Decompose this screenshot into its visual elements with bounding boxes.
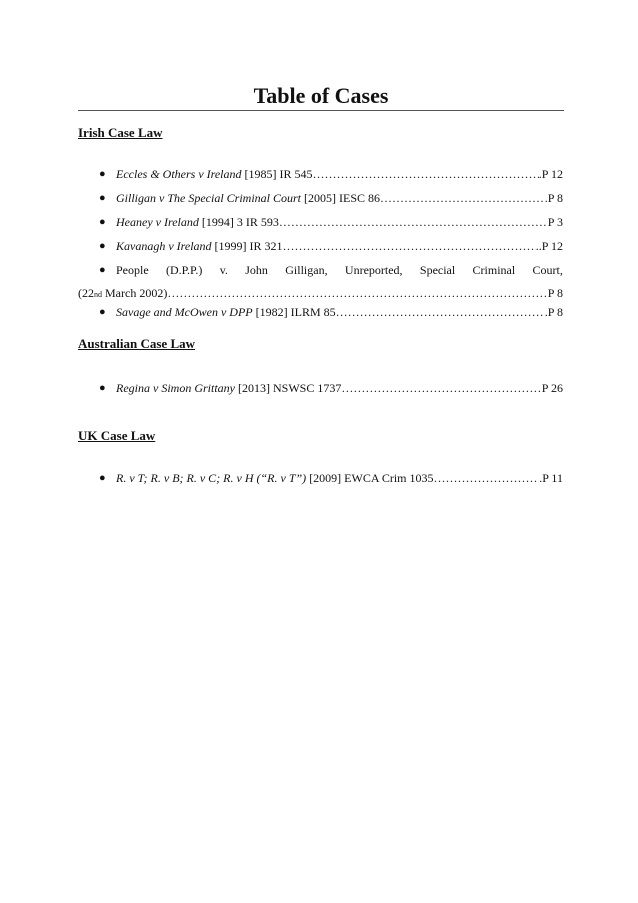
case-name: Heaney v Ireland bbox=[116, 215, 199, 229]
case-citation: [2005] IESC 86 bbox=[301, 191, 380, 205]
case-citation: [1982] ILRM 85 bbox=[252, 305, 336, 319]
bullet-icon: ● bbox=[99, 240, 106, 252]
page-reference: .P 12 bbox=[538, 167, 563, 181]
page-reference: P 26 bbox=[541, 381, 563, 395]
case-citation: [1999] IR 321 bbox=[211, 239, 283, 253]
page-reference: P 3 bbox=[547, 215, 563, 229]
dot-leader bbox=[341, 380, 541, 396]
case-name-justified bbox=[116, 262, 563, 278]
bullet-icon: ● bbox=[99, 382, 106, 394]
section-heading-uk: UK Case Law bbox=[78, 428, 156, 443]
case-word: Criminal bbox=[472, 263, 516, 277]
case-word: Gilligan, bbox=[285, 263, 328, 277]
page-reference: .P 8 bbox=[544, 191, 563, 205]
case-word: John bbox=[245, 263, 268, 277]
section-heading-australian: Australian Case Law bbox=[78, 336, 196, 351]
page-reference: ..P 12 bbox=[535, 239, 563, 253]
case-word: Special bbox=[419, 263, 456, 277]
case-word: (D.P.P.) bbox=[166, 263, 203, 277]
case-citation: [2009] EWCA Crim 1035 bbox=[306, 471, 434, 485]
case-name: Gilligan v The Special Criminal Court bbox=[116, 191, 301, 205]
date-rest: March 2002) bbox=[102, 286, 168, 300]
page-title: Table of Cases bbox=[253, 83, 389, 108]
case-citation: [2013] NSWSC 1737 bbox=[234, 381, 342, 395]
date-prefix: (22 bbox=[78, 286, 94, 300]
bullet-icon: ● bbox=[99, 306, 106, 318]
title-underline bbox=[78, 110, 564, 111]
dot-leader bbox=[336, 304, 545, 320]
case-citation: [1985] IR 545 bbox=[241, 167, 313, 181]
case-citation: [1994] 3 IR 593 bbox=[198, 215, 279, 229]
dot-leader bbox=[167, 285, 547, 301]
dot-leader bbox=[434, 470, 540, 486]
case-name: Regina v Simon Grittany bbox=[116, 381, 235, 395]
case-entry-people-continuation: (22 nd March 2002) ……………………………………………………………………………………………………………………………………………………………………………… P 8 bbox=[78, 285, 563, 301]
bullet-icon: ● bbox=[99, 264, 106, 276]
page-reference: .P 8 bbox=[544, 305, 563, 319]
case-name: Kavanagh v Ireland bbox=[116, 239, 212, 253]
case-name: Eccles & Others v Ireland bbox=[116, 167, 242, 181]
section-heading-irish: Irish Case Law bbox=[78, 125, 163, 140]
bullet-icon: ● bbox=[99, 216, 106, 228]
dot-leader bbox=[283, 238, 536, 254]
page-reference: P 8 bbox=[547, 286, 563, 300]
case-name: R. v T; R. v B; R. v C; R. v H (“R. v T”) bbox=[116, 471, 307, 485]
case-word: Unreported, bbox=[344, 263, 403, 277]
dot-leader bbox=[313, 166, 539, 182]
dot-leader bbox=[279, 214, 548, 230]
page-reference: .P 11 bbox=[539, 471, 563, 485]
case-name: Savage and McOwen v DPP bbox=[116, 305, 253, 319]
case-word: Court, bbox=[532, 263, 563, 277]
bullet-icon: ● bbox=[99, 168, 106, 180]
case-word: People bbox=[116, 263, 149, 277]
dot-leader bbox=[380, 190, 545, 206]
case-word: v. bbox=[219, 263, 228, 277]
bullet-icon: ● bbox=[99, 192, 106, 204]
bullet-icon: ● bbox=[99, 472, 106, 484]
